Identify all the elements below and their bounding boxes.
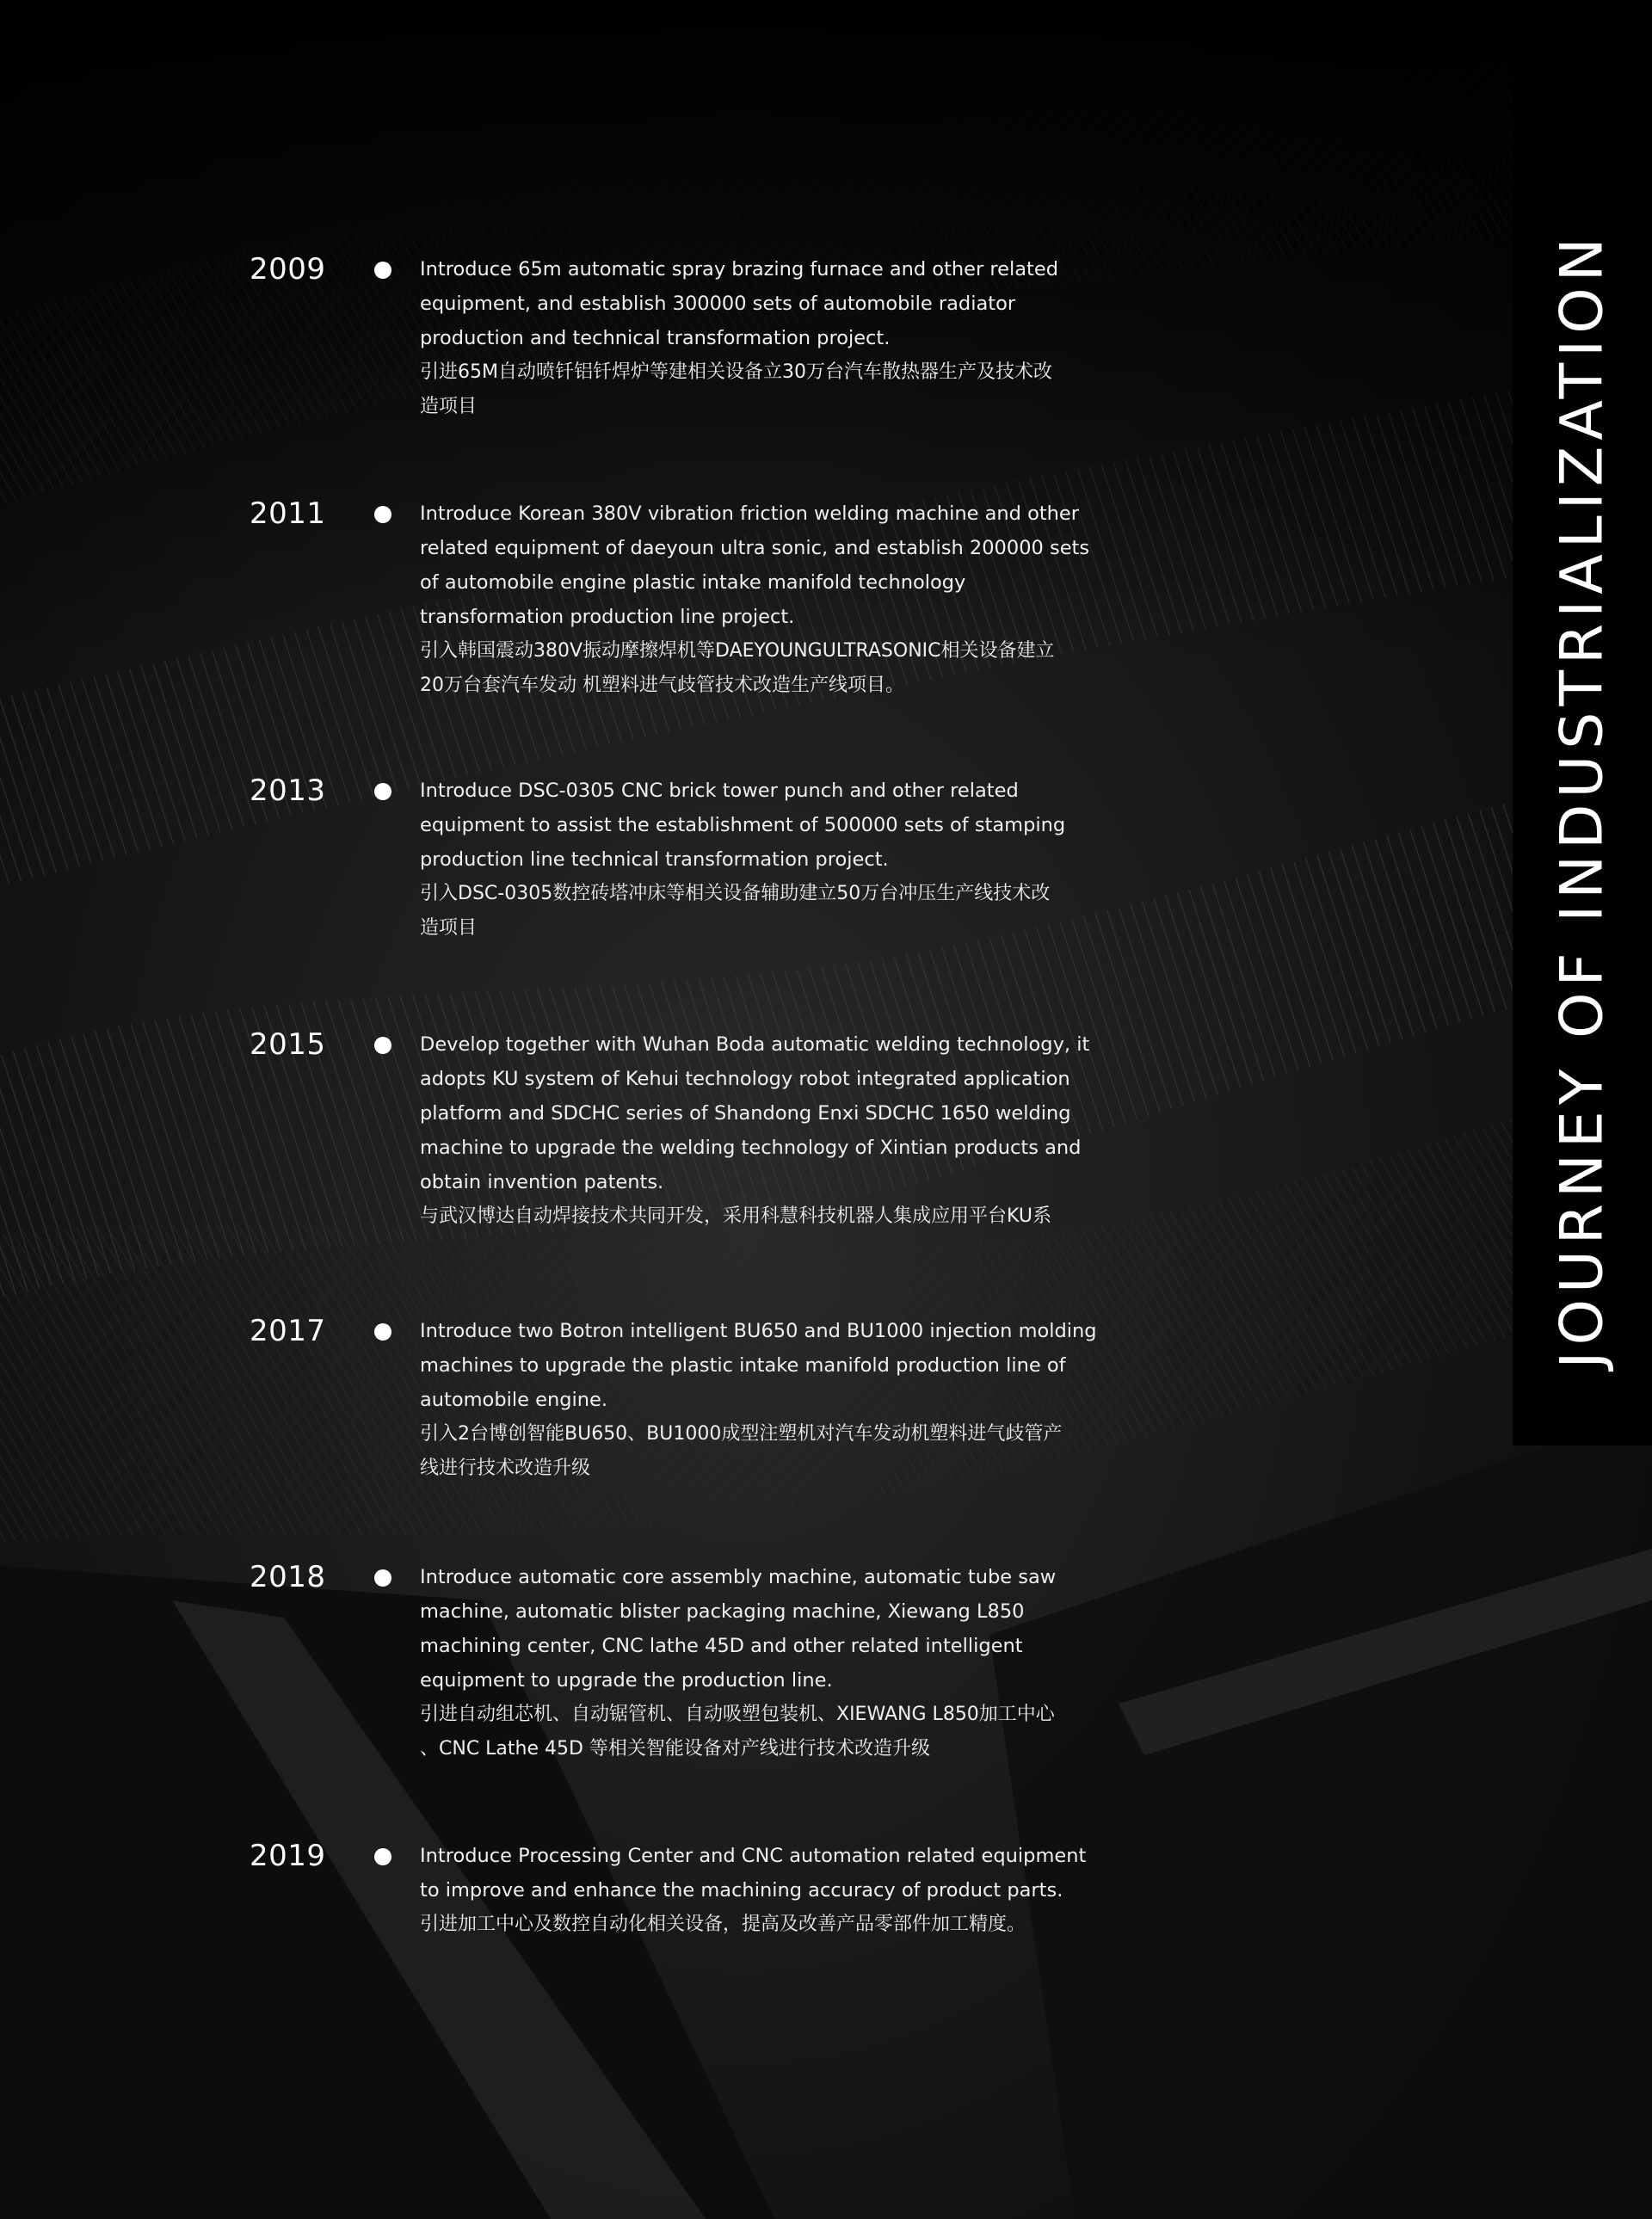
year-label: 2009 [250,252,326,287]
english-line: Introduce automatic core assembly machine, automatic tube saw [420,1566,1057,1588]
entry-description [420,1560,1130,1766]
bullet-icon [374,506,391,523]
chinese-line: 20万台套汽车发动 机塑料进气歧管技术改造生产线项目。 [420,675,904,696]
entry-description [420,1314,1130,1486]
year-label: 2017 [250,1314,326,1348]
bullet-icon [374,1323,391,1341]
chinese-line: 引入2台博创智能BU650、BU1000成型注塑机对汽车发动机塑料进气歧管产 [420,1423,1063,1445]
year-label: 2019 [250,1839,326,1873]
bullet-icon [374,1037,391,1054]
english-line: Introduce Korean 380V vibration friction welding machine and other [420,502,1080,525]
chinese-line: 引进加工中心及数控自动化相关设备，提高及改善产品零部件加工精度。 [420,1914,1026,1935]
bullet-icon [374,783,391,800]
bullet-icon [374,1569,391,1587]
english-line: of automobile engine plastic intake manifold technology [420,571,966,594]
english-line: Introduce two Botron intelligent BU650 and BU1000 injection molding [420,1320,1097,1342]
english-line: machine, automatic blister packaging machine, Xiewang L850 [420,1600,1025,1623]
english-line: machines to upgrade the plastic intake manifold production line of [420,1354,1066,1377]
chinese-line: 线进行技术改造升级 [420,1458,591,1479]
chinese-line: 引进自动组芯机、自动锯管机、自动吸塑包装机、XIEWANG L850加工中心 [420,1704,1055,1725]
english-line: Introduce 65m automatic spray brazing furnace and other related [420,258,1058,280]
entry-description [420,496,1130,703]
chinese-line: 引入DSC-0305数控砖塔冲床等相关设备辅助建立50万台冲压生产线技术改 [420,883,1051,904]
english-line: Develop together with Wuhan Boda automatic welding technology, it [420,1033,1090,1056]
entry-description [420,1027,1130,1234]
page-title: JOURNEY OF INDUSTRIALIZATION [1548,231,1617,1369]
entry-description [420,1839,1130,1942]
year-label: 2013 [250,774,326,808]
english-line: equipment, and establish 300000 sets of automobile radiator [420,293,1016,315]
english-line: adopts KU system of Kehui technology robot integrated application [420,1068,1070,1090]
chinese-line: 与武汉博达自动焊接技术共同开发，采用科慧科技机器人集成应用平台KU系 [420,1205,1051,1227]
english-line: production line technical transformation project. [420,848,889,871]
english-line: to improve and enhance the machining accuracy of product parts. [420,1879,1063,1902]
english-line: transformation production line project. [420,606,795,628]
english-line: production and technical transformation project. [420,327,891,349]
english-line: platform and SDCHC series of Shandong Enxi SDCHC 1650 welding [420,1102,1071,1125]
year-label: 2018 [250,1560,326,1594]
chinese-line: 、CNC Lathe 45D 等相关智能设备对产线进行技术改造升级 [420,1738,930,1760]
english-line: Introduce Processing Center and CNC automation related equipment [420,1845,1087,1867]
english-line: equipment to assist the establishment of 500000 sets of stamping [420,814,1066,836]
english-line: equipment to upgrade the production line. [420,1669,833,1692]
chinese-line: 造项目 [420,917,478,939]
entry-description [420,774,1130,946]
english-line: machine to upgrade the welding technology of Xintian products and [420,1137,1082,1159]
english-line: Introduce DSC-0305 CNC brick tower punch and other related [420,780,1019,802]
bullet-icon [374,1848,391,1865]
english-line: automobile engine. [420,1389,607,1411]
bullet-icon [374,262,391,279]
chinese-line: 引入韩国震动380V振动摩擦焊机等DAEYOUNGULTRASONIC相关设备建立 [420,640,1055,662]
english-line: related equipment of daeyoun ultra sonic, and establish 200000 sets [420,537,1090,559]
year-label: 2015 [250,1027,326,1062]
english-line: obtain invention patents. [420,1171,664,1193]
entry-description [420,252,1130,424]
chinese-line: 引进65M自动喷钎铝钎焊炉等建相关设备立30万台汽车散热器生产及技术改 [420,361,1052,383]
english-line: machining center, CNC lathe 45D and other related intelligent [420,1635,1023,1657]
chinese-line: 造项目 [420,396,478,417]
year-label: 2011 [250,496,326,531]
